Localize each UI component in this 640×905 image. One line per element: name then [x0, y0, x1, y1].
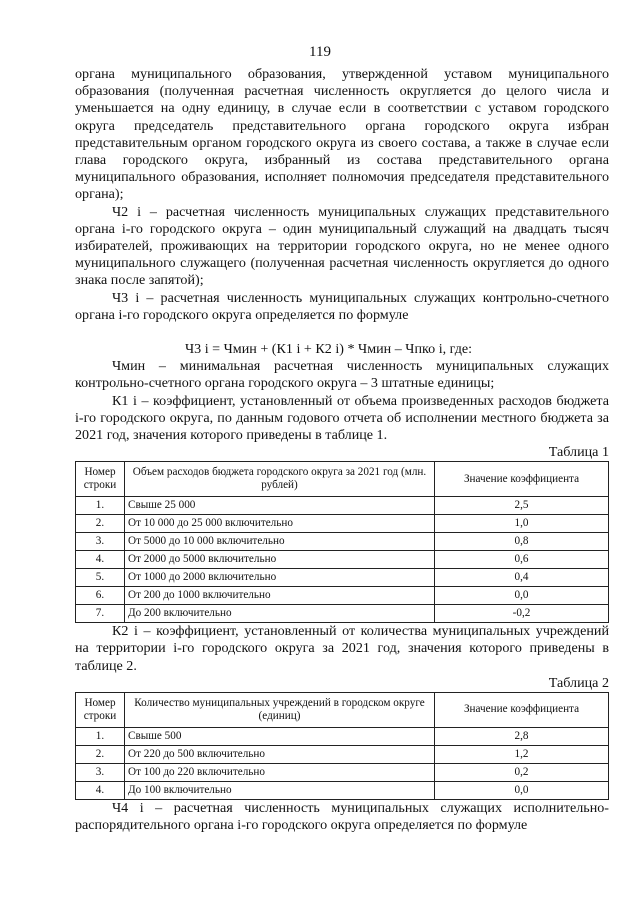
cell-value: 0,0 [435, 587, 609, 605]
cell-range: Свыше 25 000 [125, 497, 435, 515]
cell-value: 2,8 [435, 727, 609, 745]
cell-number: 1. [76, 497, 125, 515]
table-row [76, 533, 609, 551]
header-expenses: Объем расходов бюджета городского округа за 2021 год (млн. рублей) [125, 462, 435, 497]
cell-range: От 10 000 до 25 000 включительно [125, 515, 435, 533]
table-row [76, 497, 609, 515]
cell-number: 2. [76, 745, 125, 763]
header-row-number: Номер строки [76, 692, 125, 727]
cell-number: 3. [76, 533, 125, 551]
paragraph-4: Чмин – минимальная расчетная численность муниципальных служащих контрольно-счетного органа городского округа – 3 штатные единицы; [75, 358, 609, 392]
header-row-number: Номер строки [76, 462, 125, 497]
table-row [76, 515, 609, 533]
cell-range: От 1000 до 2000 включительно [125, 569, 435, 587]
header-institutions: Количество муниципальных учреждений в городском округе (единиц) [125, 692, 435, 727]
cell-number: 5. [76, 569, 125, 587]
cell-range: От 220 до 500 включительно [125, 745, 435, 763]
cell-value: 1,0 [435, 515, 609, 533]
cell-number: 4. [76, 551, 125, 569]
paragraph-7: Ч4 i – расчетная численность муниципальных служащих исполнительно-распорядительного органа i-го городского округа определяется по формуле [75, 799, 609, 834]
cell-number: 7. [76, 605, 125, 623]
cell-range: До 200 включительно [125, 605, 435, 623]
table-row [76, 551, 609, 569]
cell-value: 1,2 [435, 745, 609, 763]
table-row [76, 727, 609, 745]
table-row [76, 763, 609, 781]
cell-number: 4. [76, 781, 125, 799]
table-row [76, 605, 609, 623]
cell-number: 3. [76, 763, 125, 781]
header-coefficient: Значение коэффициента [435, 462, 609, 497]
paragraph-3: Ч3 i – расчетная численность муниципальных служащих контрольно-счетного органа i-го городского округа определяется по формуле [75, 289, 609, 323]
table-header-row [76, 462, 609, 497]
paragraph-2: Ч2 i – расчетная численность муниципальных служащих представительного органа i-го городского округа – один муниципальный служащий на двадцать тысяч избирателей, проживающих на территории городского округа, но не менее одного муниципального служащего (полученная расчетная численность округляется до одного знака после запятой); [75, 203, 609, 289]
table2-caption: Таблица 2 [548, 674, 609, 691]
cell-value: -0,2 [435, 605, 609, 623]
paragraph-5: К1 i – коэффициент, установленный от объема произведенных расходов бюджета i-го городского округа, по данным годового отчета об исполнении местного бюджета за 2021 год, значения которого приведены в таблице 1. [75, 392, 609, 444]
document-body [75, 66, 609, 834]
cell-value: 0,6 [435, 551, 609, 569]
cell-value: 0,8 [435, 533, 609, 551]
table-header-row [76, 692, 609, 727]
paragraph-6: К2 i – коэффициент, установленный от количества муниципальных учреждений на территории i-го городского округа за 2021 год, значения которого приведены в таблице 2. [75, 623, 609, 674]
cell-number: 2. [76, 515, 125, 533]
cell-value: 0,2 [435, 763, 609, 781]
cell-range: От 200 до 1000 включительно [125, 587, 435, 605]
cell-range: От 5000 до 10 000 включительно [125, 533, 435, 551]
table-row [76, 587, 609, 605]
cell-range: Свыше 500 [125, 727, 435, 745]
header-coefficient: Значение коэффициента [435, 692, 609, 727]
cell-range: От 100 до 220 включительно [125, 763, 435, 781]
table-1 [75, 461, 609, 623]
formula: Ч3 i = Чмин + (К1 i + К2 i) * Чмин – Чпко i, где: [185, 341, 473, 358]
cell-value: 2,5 [435, 497, 609, 515]
cell-number: 1. [76, 727, 125, 745]
cell-range: От 2000 до 5000 включительно [125, 551, 435, 569]
page-number: 119 [309, 44, 331, 60]
cell-range: До 100 включительно [125, 781, 435, 799]
cell-number: 6. [76, 587, 125, 605]
table-row [76, 745, 609, 763]
cell-value: 0,4 [435, 569, 609, 587]
table-row [76, 781, 609, 799]
cell-value: 0,0 [435, 781, 609, 799]
table1-caption: Таблица 1 [548, 444, 609, 461]
table-2 [75, 692, 609, 800]
paragraph-1: органа муниципального образования, утвержденной уставом муниципального образования (полученная расчетная численность округляется до целого числа и уменьшается на одну единицу, в случае если в соответствии с уставом городского округа председатель представительного органа городского округа избран представительным органом городского округа из своего состава, а также в случае если глава городского округа, избранный из состава представительного органа муниципального образования, исполняет полномочия председателя представительного органа); [75, 66, 609, 203]
table-row [76, 569, 609, 587]
